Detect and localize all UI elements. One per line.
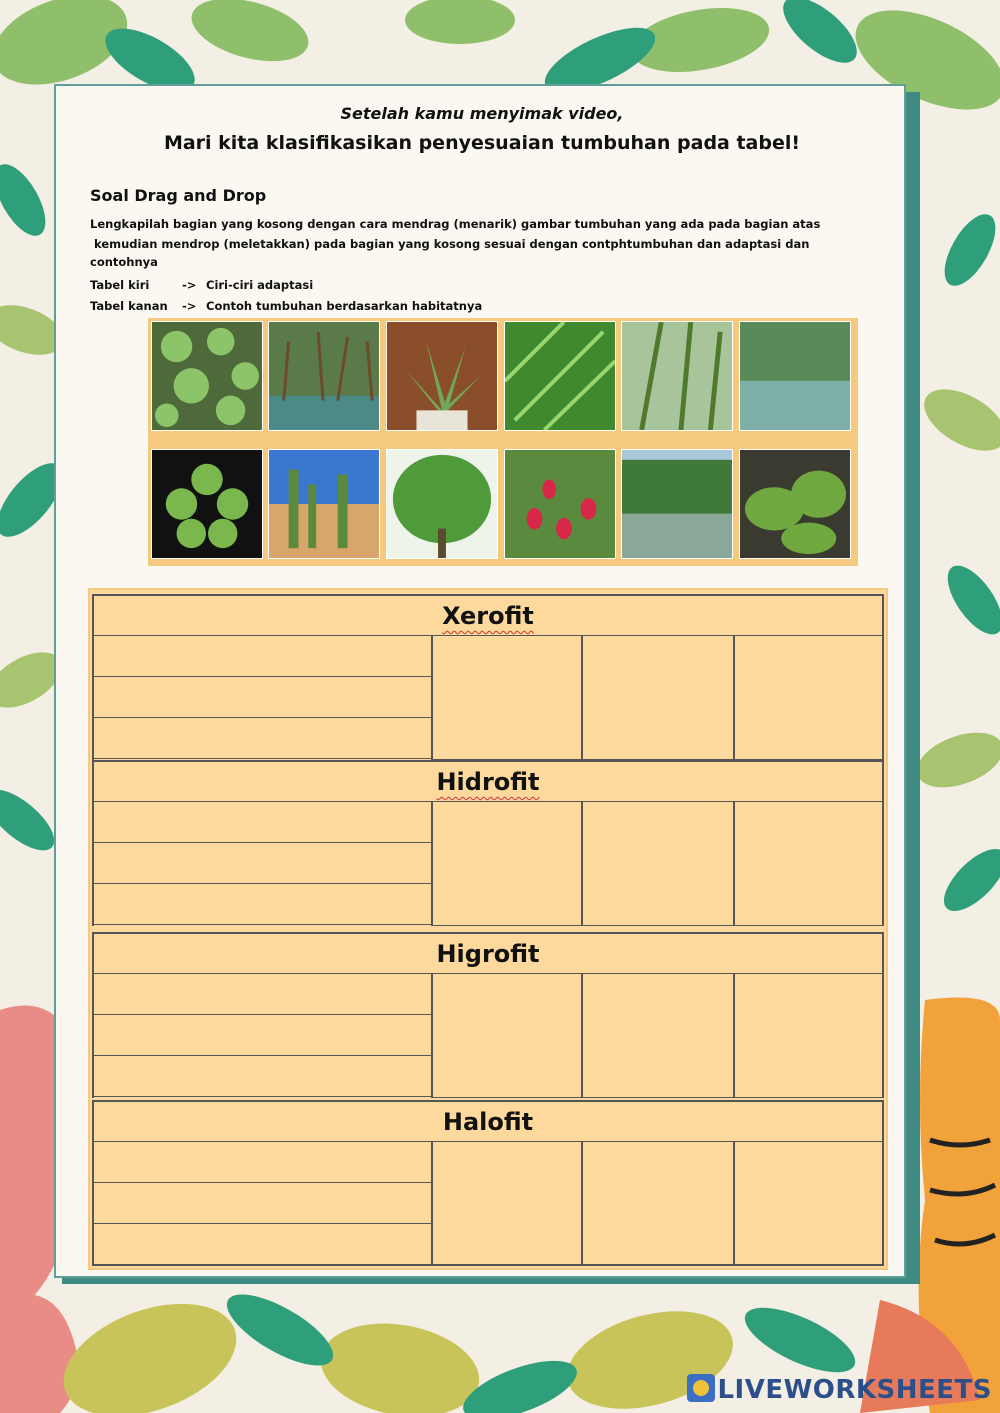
feature-drop-slot[interactable] (94, 1056, 431, 1097)
legend-key: Tabel kanan (90, 299, 168, 313)
legend-left (90, 278, 313, 292)
example-drop-slot[interactable] (431, 636, 581, 760)
aloe-vera-photo[interactable] (386, 321, 498, 431)
brand-text: LIVEWORKSHEETS (717, 1375, 992, 1405)
feature-drop-slot[interactable] (94, 1224, 431, 1265)
moss-rock-photo[interactable] (739, 449, 851, 559)
feature-drop-slot[interactable] (94, 843, 431, 884)
feature-drop-slot[interactable] (94, 884, 431, 925)
category-header-hidrofit (92, 760, 884, 802)
arrow-icon: -> (182, 299, 197, 313)
dragon-fruit-photo[interactable] (504, 449, 616, 559)
willow-tree-photo[interactable] (386, 449, 498, 559)
category-body-xerofit (92, 636, 884, 760)
fern-photo[interactable] (504, 321, 616, 431)
category-label: Halofit (442, 1108, 534, 1136)
category-body-higrofit (92, 974, 884, 1098)
intro-line: Setelah kamu menyimak video, (340, 104, 624, 123)
category-header-halofit (92, 1100, 884, 1142)
feature-drop-slot[interactable] (94, 974, 431, 1015)
liveworksheets-logo-icon (687, 1374, 715, 1402)
instructions (90, 214, 890, 270)
cactus-desert-photo[interactable] (268, 449, 380, 559)
legend-value: Contoh tumbuhan berdasarkan habitatnya (206, 299, 483, 313)
instruction-line: Lengkapilah bagian yang kosong dengan cara mendrag (menarik) gambar tumbuhan yang ada pada bagian atas (90, 217, 821, 231)
mangrove-roots-photo[interactable] (268, 321, 380, 431)
example-drop-slot[interactable] (581, 636, 733, 760)
water-lettuce-photo[interactable] (151, 321, 263, 431)
example-drop-slot[interactable] (431, 1142, 581, 1266)
feature-drop-slot[interactable] (94, 677, 431, 718)
example-drop-slot[interactable] (733, 802, 882, 926)
hydrilla-photo[interactable] (621, 321, 733, 431)
example-drop-slot[interactable] (431, 974, 581, 1098)
legend-key: Tabel kiri (90, 278, 150, 292)
feature-drop-slot[interactable] (94, 636, 431, 677)
mangrove-forest-photo[interactable] (739, 321, 851, 431)
example-drop-slot[interactable] (733, 974, 882, 1098)
worksheet-card (54, 84, 906, 1278)
feature-drop-slot[interactable] (94, 1142, 431, 1183)
feature-drop-slot[interactable] (94, 802, 431, 843)
classification-table (88, 588, 888, 1270)
example-drop-slot[interactable] (581, 974, 733, 1098)
instruction-line: contohnya (90, 255, 158, 269)
category-body-hidrofit (92, 802, 884, 926)
legend-right (90, 299, 482, 313)
example-drop-slot[interactable] (581, 1142, 733, 1266)
instruction-line: kemudian mendrop (meletakkan) pada bagian yang kosong sesuai dengan contphtumbuhan dan adaptasi dan (94, 237, 810, 251)
mangrove-shore-photo[interactable] (621, 449, 733, 559)
section-title: Soal Drag and Drop (90, 186, 267, 205)
category-body-halofit (92, 1142, 884, 1266)
plant-image-gallery (148, 318, 858, 566)
category-header-xerofit (92, 594, 884, 636)
feature-drop-slot[interactable] (94, 1183, 431, 1224)
liveworksheets-brand[interactable] (687, 1374, 992, 1405)
category-header-higrofit (92, 932, 884, 974)
example-drop-slot[interactable] (733, 1142, 882, 1266)
arrow-icon: -> (182, 278, 197, 292)
water-hyacinth-photo[interactable] (151, 449, 263, 559)
legend-value: Ciri-ciri adaptasi (206, 278, 314, 292)
page-title: Mari kita klasifikasikan penyesuaian tumbuhan pada tabel! (163, 132, 801, 154)
feature-drop-slot[interactable] (94, 718, 431, 759)
example-drop-slot[interactable] (581, 802, 733, 926)
example-drop-slot[interactable] (431, 802, 581, 926)
example-drop-slot[interactable] (733, 636, 882, 760)
category-label: Higrofit (436, 940, 540, 968)
feature-drop-slot[interactable] (94, 1015, 431, 1056)
category-label: Hidrofit (436, 768, 540, 796)
category-label: Xerofit (442, 602, 534, 630)
